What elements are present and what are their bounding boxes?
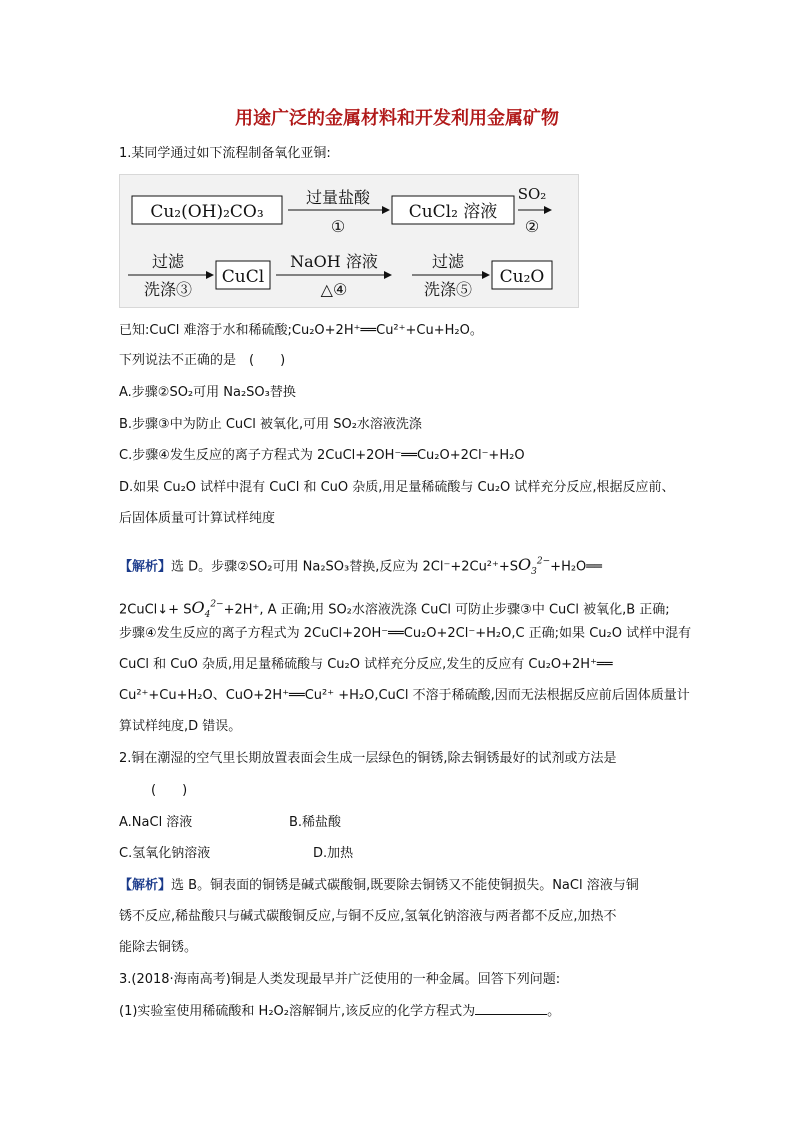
q1-analysis-label: 【解析】	[119, 559, 172, 575]
flow-step4-top: NaOH 溶液	[290, 252, 378, 271]
q2-option-d: D.加热	[313, 846, 354, 861]
answer-blank[interactable]	[475, 1002, 547, 1015]
flow-step1-reagent: 过量盐酸	[305, 188, 371, 207]
sulfate-ion: $O_4^{2-}$	[191, 598, 224, 621]
q1-ask: 下列说法不正确的是 ( )	[119, 353, 286, 368]
flow-arrowhead-5	[482, 271, 490, 279]
q3-stem: 3.(2018·海南高考)铜是人类发现最早并广泛使用的一种金属。回答下列问题:	[119, 972, 561, 987]
flow-box-end-label: Cu₂O	[499, 267, 545, 287]
q2-stem-line1: 2.铜在潮湿的空气里长期放置表面会生成一层绿色的铜锈,除去铜锈最好的试剂或方法是	[119, 751, 617, 766]
flowchart	[119, 174, 579, 308]
q2-analysis-label: 【解析】	[119, 878, 172, 893]
q1-analysis-line6: 算试样纯度,D 错误。	[119, 719, 242, 734]
q1-option-c: C.步骤④发生反应的离子方程式为 2CuCl+2OH⁻══Cu₂O+2Cl⁻+H₂O	[119, 448, 525, 463]
q1-option-a: A.步骤②SO₂可用 Na₂SO₃替换	[119, 385, 296, 400]
flow-step5-top: 过滤	[431, 252, 465, 271]
flow-step2-num: ②	[524, 217, 540, 236]
flow-arrowhead-4	[384, 271, 392, 279]
flow-step4-bottom: △④	[320, 280, 348, 299]
flow-step1-num: ①	[330, 217, 346, 236]
q1-analysis-line2: 2CuCl↓+ $SO_4^{2-}+2H^+$, A 正确;用 SO₂水溶液洗涤 CuCl 可防止步骤③中 CuCl 被氧化,B 正确;	[119, 598, 670, 621]
q2-stem-line2: ( )	[151, 783, 188, 798]
flow-box-start-label: Cu₂(OH)₂CO₃	[150, 202, 264, 222]
q1-analysis-line1: 【解析】选 D。步骤②SO₂可用 Na₂SO₃替换,反应为 $2Cl^-+2Cu^{2+}+SO_3^{2-}+H_2O══$	[119, 555, 602, 578]
q2-analysis-line3: 能除去铜锈。	[119, 940, 198, 955]
q1-analysis-line4: CuCl 和 CuO 杂质,用足量稀硫酸与 Cu₂O 试样充分反应,发生的反应有 Cu₂O+2H⁺══	[119, 657, 613, 672]
q2-analysis-line1: 【解析】选 B。铜表面的铜锈是碱式碳酸铜,既要除去铜锈又不能使铜损失。NaCl 溶液与铜	[119, 878, 639, 893]
q1-option-b: B.步骤③中为防止 CuCl 被氧化,可用 SO₂水溶液洗涤	[119, 417, 422, 432]
flow-box-mid2-label: CuCl	[221, 267, 265, 287]
q1-known: 已知:CuCl 难溶于水和稀硫酸;Cu₂O+2H⁺══Cu²⁺+Cu+H₂O。	[119, 323, 483, 338]
flow-step3-top: 过滤	[151, 252, 185, 271]
q1-analysis-line3: 步骤④发生反应的离子方程式为 2CuCl+2OH⁻══Cu₂O+2Cl⁻+H₂O,C 正确;如果 Cu₂O 试样中混有	[119, 626, 692, 641]
flow-arrowhead-1	[382, 206, 390, 214]
q1-stem: 1.某同学通过如下流程制备氧化亚铜:	[119, 146, 331, 161]
flow-step2-reagent: SO₂	[517, 185, 547, 203]
flow-box-mid1-label: CuCl₂ 溶液	[408, 202, 498, 222]
flow-step3-bottom: 洗涤③	[143, 280, 193, 299]
q2-option-a: A.NaCl 溶液	[119, 815, 193, 830]
q2-option-c: C.氢氧化钠溶液	[119, 846, 211, 861]
q1-option-d-line1: D.如果 Cu₂O 试样中混有 CuCl 和 CuO 杂质,用足量稀硫酸与 Cu₂O 试样充分反应,根据反应前、	[119, 480, 675, 495]
q3-part1: (1)实验室使用稀硫酸和 H₂O₂溶解铜片,该反应的化学方程式为 。	[119, 1004, 561, 1019]
sulfite-ion: $O_3^{2-}$	[518, 555, 551, 578]
flow-step5-bottom: 洗涤⑤	[423, 280, 473, 299]
q1-analysis-line5: Cu²⁺+Cu+H₂O、CuO+2H⁺══Cu²⁺ +H₂O,CuCl 不溶于稀硫酸,因而无法根据反应前后固体质量计	[119, 688, 690, 703]
flow-arrowhead-2	[544, 206, 552, 214]
q2-option-b: B.稀盐酸	[289, 815, 342, 830]
flow-arrowhead-3	[206, 271, 214, 279]
q1-option-d-line2: 后固体质量可计算试样纯度	[119, 511, 276, 526]
page-title: 用途广泛的金属材料和开发利用金属矿物	[235, 108, 559, 129]
q2-analysis-line2: 锈不反应,稀盐酸只与碱式碳酸铜反应,与铜不反应,氢氧化钠溶液与两者都不反应,加热不	[119, 909, 617, 924]
